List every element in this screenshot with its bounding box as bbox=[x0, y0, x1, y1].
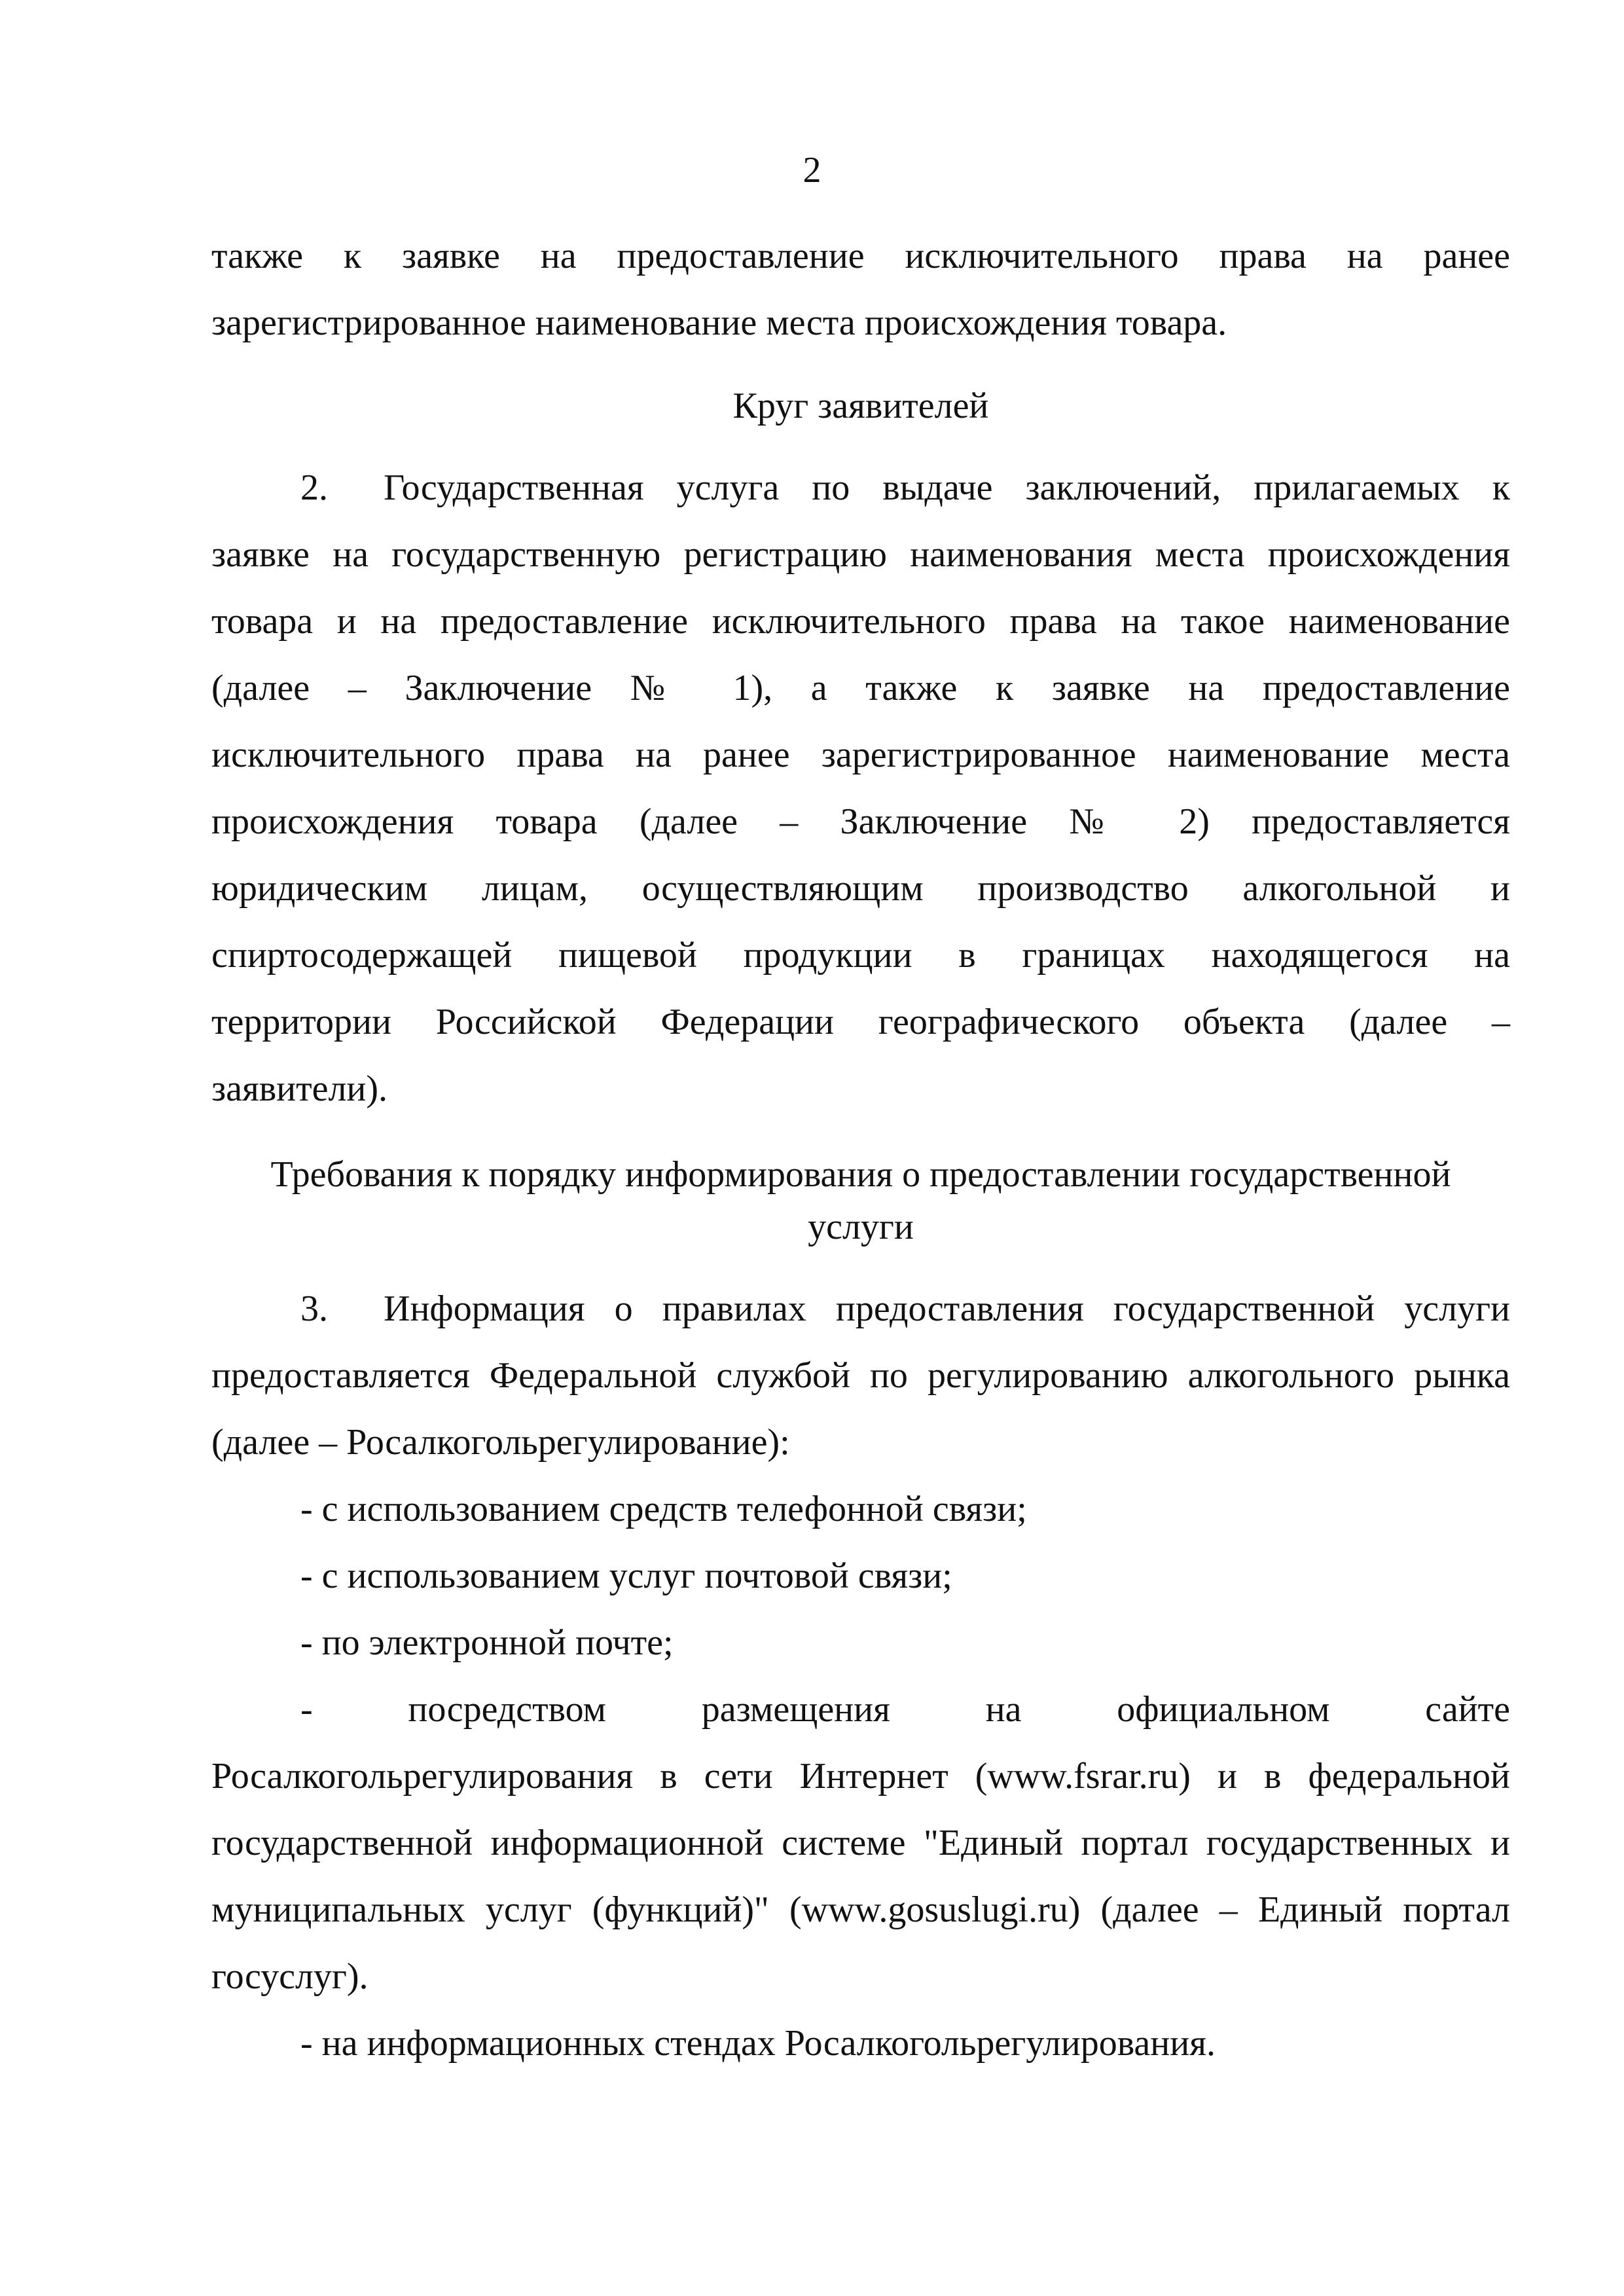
paragraph-line: товара и на предоставление исключительного права на такое наименование bbox=[211, 601, 1510, 642]
intro-line: также к заявке на предоставление исключительного права на ранее bbox=[211, 236, 1510, 276]
list-item-continuation: муниципальных услуг (функций)" (www.gosuslugi.ru) (далее – Единый портал bbox=[211, 1889, 1510, 1930]
paragraph-line: (далее – Заключение № 1), а также к заявке на предоставление bbox=[211, 668, 1510, 708]
paragraph-line: предоставляется Федеральной службой по регулированию алкогольного рынка bbox=[211, 1355, 1510, 1396]
page-number: 2 bbox=[803, 150, 821, 191]
paragraph-line: 3. Информация о правилах предоставления государственной услуги bbox=[211, 1275, 1510, 1342]
intro-line: зарегистрированное наименование места происхождения товара. bbox=[211, 302, 1227, 343]
list-item: - на информационных стендах Росалкогольрегулирования. bbox=[300, 2023, 1216, 2064]
paragraph-number: 2. bbox=[300, 467, 328, 508]
document-body bbox=[211, 223, 1510, 2077]
list-item: - с использованием услуг почтовой связи; bbox=[300, 1556, 952, 1596]
paragraph-line: исключительного права на ранее зарегистрированное наименование места bbox=[211, 735, 1510, 775]
paragraph-number: 3. bbox=[300, 1288, 328, 1329]
paragraph-line: заявке на государственную регистрацию наименования места происхождения bbox=[211, 534, 1510, 575]
paragraph-2 bbox=[211, 454, 1510, 1122]
paragraph-line: юридическим лицам, осуществляющим производство алкогольной и bbox=[211, 868, 1510, 909]
paragraph-line: 2. Государственная услуга по выдаче заключений, прилагаемых к bbox=[211, 454, 1510, 521]
paragraph-line: территории Российской Федерации географического объекта (далее – bbox=[211, 1002, 1510, 1042]
list-item: - с использованием средств телефонной связи; bbox=[300, 1489, 1027, 1529]
heading-line: Требования к порядку информирования о предоставлении государственной bbox=[270, 1154, 1451, 1195]
paragraph-line: происхождения товара (далее – Заключение № 2) предоставляется bbox=[211, 801, 1510, 842]
list-item-continuation: государственной информационной системе "Единый портал государственных и bbox=[211, 1823, 1510, 1863]
list-item: - посредством размещения на официальном сайте bbox=[300, 1689, 1510, 1730]
paragraph-line: (далее – Росалкогольрегулирование): bbox=[211, 1422, 790, 1463]
heading-line: услуги bbox=[808, 1207, 914, 1247]
list-item: - по электронной почте; bbox=[300, 1622, 674, 1663]
paragraph-line: спиртосодержащей пищевой продукции в границах находящегося на bbox=[211, 935, 1510, 975]
paragraph-line: заявители). bbox=[211, 1068, 388, 1109]
section-heading-applicants: Круг заявителей bbox=[732, 386, 989, 426]
paragraph-3 bbox=[211, 1275, 1510, 2077]
list-item-continuation: госуслуг). bbox=[211, 1956, 369, 1997]
list-item-continuation: Росалкогольрегулирования в сети Интернет (www.fsrar.ru) и в федеральной bbox=[211, 1756, 1510, 1796]
section-heading-informing bbox=[211, 1148, 1510, 1253]
